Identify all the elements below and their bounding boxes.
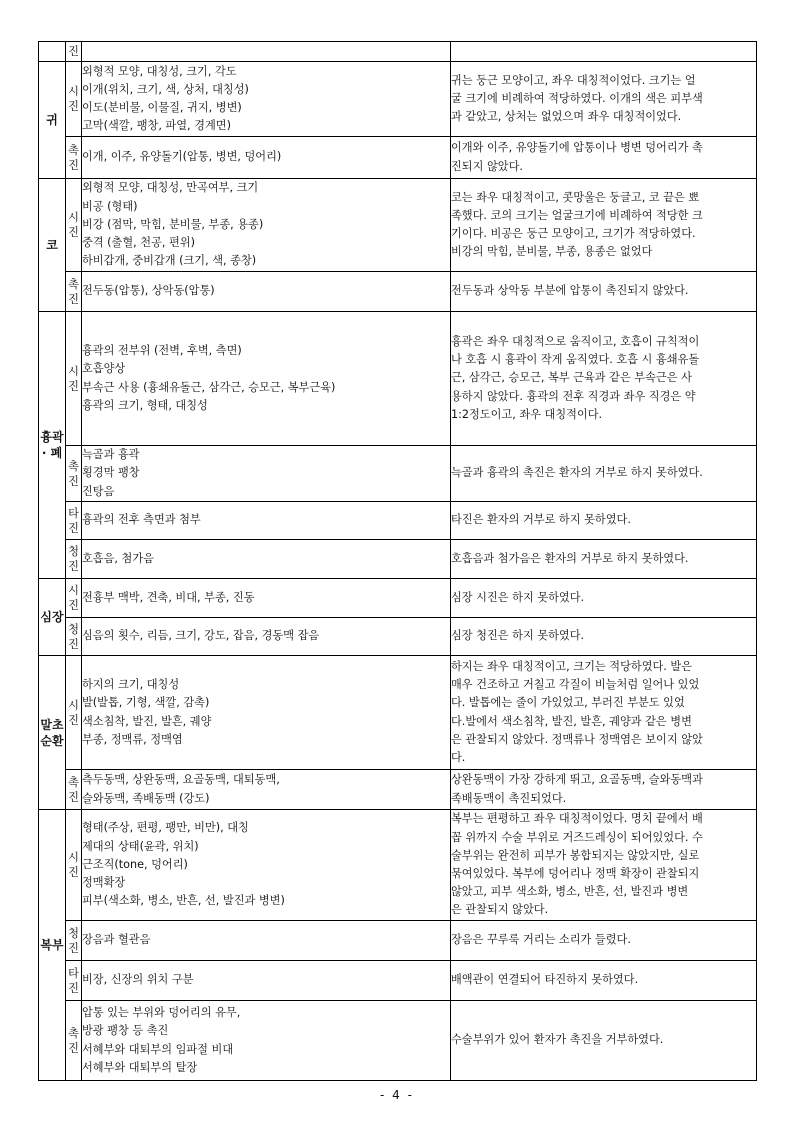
table-row <box>39 618 757 656</box>
cell-line: 횡경막 팽창 <box>82 466 140 480</box>
finding-cell <box>451 312 757 446</box>
cell-line: 전두동과 상악동 부분에 압통이 촉진되지 않았다. <box>451 284 689 298</box>
cell-line: 하지의 크기, 대칭성 <box>82 678 180 692</box>
cell-line: 용하지 않았다. 흉곽의 전후 직경과 좌우 직경은 약 <box>451 389 696 403</box>
cell-line: 수술부위가 있어 환자가 촉진을 거부하였다. <box>451 1033 664 1047</box>
table-row <box>39 312 757 446</box>
cell-line: 않았고, 피부 색소화, 병소, 반흔, 선, 발진과 병변 <box>451 885 689 899</box>
method-cell: 시진 <box>66 179 82 272</box>
cell-line: 슬와동맥, 족배동맥 (강도) <box>82 791 210 805</box>
cell-line: 제대의 상태(윤곽, 위치) <box>82 839 199 853</box>
table-row <box>39 502 757 540</box>
table-row <box>39 656 757 770</box>
cell-line: 상완동맥이 가장 강하게 뛰고, 요골동맥, 슬와동맥과 <box>451 773 703 787</box>
cell-line: 외형적 모양, 대칭성, 크기, 각도 <box>82 64 237 78</box>
table-row <box>39 921 757 961</box>
cell-line: 흉곽의 크기, 형태, 대칭성 <box>82 398 208 412</box>
cell-line: 비강 (점막, 막힘, 분비물, 부종, 용종) <box>82 217 264 231</box>
items-cell <box>82 540 451 579</box>
cell-line: 늑골과 흉곽의 촉진은 환자의 거부로 하지 못하였다. <box>451 466 703 480</box>
method-cell: 타진 <box>66 961 82 1001</box>
table-row <box>39 42 757 62</box>
finding-cell <box>451 770 757 810</box>
table-row <box>39 810 757 921</box>
finding-cell <box>451 961 757 1001</box>
cell-line: 피부(색소화, 병소, 반흔, 선, 발진과 병변) <box>82 894 285 908</box>
method-cell: 청진 <box>66 540 82 579</box>
cell-line: 흉곽의 전부위 (전벽, 후벽, 측면) <box>82 344 242 358</box>
cell-line: 과 같았고, 상처는 없었으며 좌우 대칭적이었다. <box>451 110 682 124</box>
items-cell <box>82 137 451 179</box>
cell-line: 전흉부 맥박, 견축, 비대, 부종, 진동 <box>82 590 255 604</box>
table-row <box>39 961 757 1001</box>
items-cell <box>82 272 451 312</box>
cell-line: 비강의 막힘, 분비물, 부종, 용종은 없었다 <box>451 245 653 259</box>
items-cell <box>82 1001 451 1081</box>
items-cell <box>82 446 451 502</box>
cell-line: 색소침착, 발진, 발흔, 궤양 <box>82 714 212 728</box>
cell-line: 흉곽의 전후 측면과 첨부 <box>82 513 201 527</box>
finding-cell <box>451 1001 757 1081</box>
items-cell <box>82 312 451 446</box>
items-cell <box>82 770 451 810</box>
items-cell <box>82 656 451 770</box>
method-cell: 시진 <box>66 312 82 446</box>
finding-cell <box>451 810 757 921</box>
cell-line: 정맥확장 <box>82 876 126 890</box>
cell-line: 서혜부와 대퇴부의 임파절 비대 <box>82 1042 234 1056</box>
items-cell <box>82 961 451 1001</box>
finding-cell <box>451 579 757 618</box>
method-cell: 청진 <box>66 618 82 656</box>
section-label-nose: 코 <box>39 179 66 312</box>
cell-line: 심음의 횟수, 리듬, 크기, 강도, 잡음, 경동맥 잡음 <box>82 629 320 643</box>
cell-line: 부속근 사용 (흉쇄유돌근, 삼각근, 승모근, 복부근육) <box>82 380 336 394</box>
cell-line: 장음과 혈관음 <box>82 933 151 947</box>
section-label-abdomen: 복부 <box>39 810 66 1081</box>
items-cell <box>82 921 451 961</box>
method-cell: 촉진 <box>66 272 82 312</box>
cell-line: 하비갑개, 중비갑개 (크기, 색, 종창) <box>82 254 257 268</box>
table-row <box>39 446 757 502</box>
cell-line: 근, 삼각근, 승모근, 복부 근육과 같은 부속근은 사 <box>451 371 692 385</box>
cell-line: 방광 팽창 등 촉진 <box>82 1024 169 1038</box>
cell-line: 복부는 편평하고 좌우 대칭적이었다. 명치 끝에서 배 <box>451 812 703 826</box>
cell-line: 은 관찰되지 않았다. <box>451 903 549 917</box>
cell-line: 다. <box>451 750 466 764</box>
section-cell-empty <box>39 42 66 62</box>
finding-cell <box>451 62 757 137</box>
cell-line: 묶여있었다. 복부에 덩어리나 정맥 확장이 관찰되지 <box>451 867 700 880</box>
cell-line: 비장, 신장의 위치 구분 <box>82 973 194 987</box>
finding-cell <box>451 921 757 961</box>
cell-line: 서혜부와 대퇴부의 탈장 <box>82 1060 198 1074</box>
cell-line: 배액관이 연결되어 타진하지 못하였다. <box>451 973 639 987</box>
cell-line: 다.발에서 색소침착, 발진, 발흔, 궤양과 같은 병변 <box>451 714 692 728</box>
cell-line: 족했다. 코의 크기는 얼굴크기에 비례하여 적당한 크 <box>451 208 703 222</box>
table-row <box>39 62 757 137</box>
method-cell: 시진 <box>66 62 82 137</box>
cell-line: 이개(위치, 크기, 색, 상처, 대칭성) <box>82 82 249 96</box>
page-number: - 4 - <box>380 1088 414 1102</box>
items-cell <box>82 579 451 618</box>
finding-cell <box>451 656 757 770</box>
cell-line: 꼽 위까지 수술 부위로 거즈드레싱이 되어있었다. 수 <box>451 830 703 844</box>
items-cell <box>82 62 451 137</box>
cell-line: 진탕음 <box>82 484 115 498</box>
method-cell: 촉진 <box>66 1001 82 1081</box>
finding-cell <box>451 618 757 656</box>
cell-line: 술부위는 완전히 피부가 봉합되지는 않았지만, 실로 <box>451 848 700 862</box>
items-cell <box>82 502 451 540</box>
finding-cell <box>451 179 757 272</box>
method-cell: 시진 <box>66 656 82 770</box>
method-cell: 촉진 <box>66 446 82 502</box>
cell-line: 다. 발톱에는 줄이 가있었고, 부러진 부분도 있었 <box>451 696 685 710</box>
table-row <box>39 179 757 272</box>
cell-line: 측두동맥, 상완동맥, 요골동맥, 대퇴동맥, <box>82 773 280 787</box>
cell-line: 심장 시진은 하지 못하였다. <box>451 590 585 604</box>
cell-line: 코는 좌우 대칭적이고, 콧망울은 둥글고, 코 끝은 뾰 <box>451 190 700 204</box>
cell-line: 진되지 않았다. <box>451 159 523 173</box>
cell-line: 중격 (출혈, 천공, 편위) <box>82 236 195 250</box>
table-row <box>39 770 757 810</box>
cell-line: 이개, 이주, 유양돌기(압통, 병변, 덩어리) <box>82 150 282 164</box>
section-label-peripheral-circulation: 말초 순환 <box>39 656 66 810</box>
table-row <box>39 1001 757 1081</box>
cell-line: 굴 크기에 비례하여 적당하였다. 이개의 색은 피부색 <box>451 91 703 105</box>
physical-exam-table <box>38 41 757 1081</box>
cell-line: 형태(주상, 편평, 팽만, 비만), 대칭 <box>82 821 249 835</box>
cell-line: 호흡음과 첨가음은 환자의 거부로 하지 못하였다. <box>451 551 689 565</box>
cell-line: 매우 건조하고 거칠고 각질이 비늘처럼 일어나 있었 <box>451 678 700 692</box>
method-cell: 시진 <box>66 810 82 921</box>
cell-line: 장음은 꾸루룩 거리는 소리가 들렸다. <box>451 933 631 947</box>
items-cell <box>82 179 451 272</box>
section-label-chest-lung: 흉곽 · 폐 <box>39 312 66 579</box>
method-cell: 청진 <box>66 921 82 961</box>
cell-line: 호흡음, 첨가음 <box>82 551 154 565</box>
section-label-ear: 귀 <box>39 62 66 179</box>
cell-line: 이도(분비물, 이물질, 귀지, 병변) <box>82 101 242 114</box>
cell-line: 비공 (형태) <box>82 199 138 213</box>
finding-cell <box>451 137 757 179</box>
method-cell: 진 <box>66 42 82 62</box>
cell-line: 하지는 좌우 대칭적이고, 크기는 적당하였다. 발은 <box>451 659 693 673</box>
finding-cell <box>451 446 757 502</box>
cell-line: 압통 있는 부위와 덩어리의 유무, <box>82 1006 241 1020</box>
table-row <box>39 540 757 579</box>
cell-line: 귀는 둥근 모양이고, 좌우 대칭적이었다. 크기는 얼 <box>451 73 696 87</box>
items-cell <box>82 618 451 656</box>
finding-cell <box>451 502 757 540</box>
cell-line: 늑골과 흉곽 <box>82 448 140 462</box>
finding-cell <box>451 540 757 579</box>
cell-line: 발(발톱, 기형, 색깔, 감촉) <box>82 696 210 710</box>
table-row <box>39 579 757 618</box>
cell-line: 근조직(tone, 덩어리) <box>82 857 188 871</box>
cell-line: 은 관찰되지 않았다. 정맥류나 정맥염은 보이지 않았 <box>451 732 703 746</box>
method-cell: 촉진 <box>66 770 82 810</box>
items-cell <box>82 42 451 62</box>
cell-line: 부종, 정맥류, 정맥염 <box>82 732 183 746</box>
cell-line: 기이다. 비공은 둥근 모양이고, 크기가 적당하였다. <box>451 227 696 240</box>
items-cell <box>82 810 451 921</box>
cell-line: 외형적 모양, 대칭성, 만곡여부, 크기 <box>82 181 259 195</box>
cell-line: 타진은 환자의 거부로 하지 못하였다. <box>451 513 631 527</box>
cell-line: 1:2정도이고, 좌우 대칭적이다. <box>451 407 603 421</box>
cell-line: 나 호흡 시 흉곽이 작게 움직였다. 호흡 시 흉쇄유돌 <box>451 353 700 367</box>
cell-line: 흉곽은 좌우 대칭적으로 움직이고, 호흡이 규칙적이 <box>451 334 700 348</box>
table-row <box>39 137 757 179</box>
method-cell: 타진 <box>66 502 82 540</box>
table-row <box>39 272 757 312</box>
cell-line: 전두동(압통), 상악동(압통) <box>82 284 215 298</box>
finding-cell <box>451 42 757 62</box>
cell-line: 호흡양상 <box>82 362 126 376</box>
method-cell: 시진 <box>66 579 82 618</box>
cell-line: 이개와 이주, 유양돌기에 압통이나 병변 덩어리가 촉 <box>451 141 703 155</box>
finding-cell <box>451 272 757 312</box>
cell-line: 고막(색깔, 팽창, 파열, 경계면) <box>82 119 231 133</box>
method-cell: 촉진 <box>66 137 82 179</box>
cell-line: 족배동맥이 촉진되었다. <box>451 791 567 805</box>
section-label-heart: 심장 <box>39 579 66 656</box>
cell-line: 심장 청진은 하지 못하였다. <box>451 629 585 643</box>
